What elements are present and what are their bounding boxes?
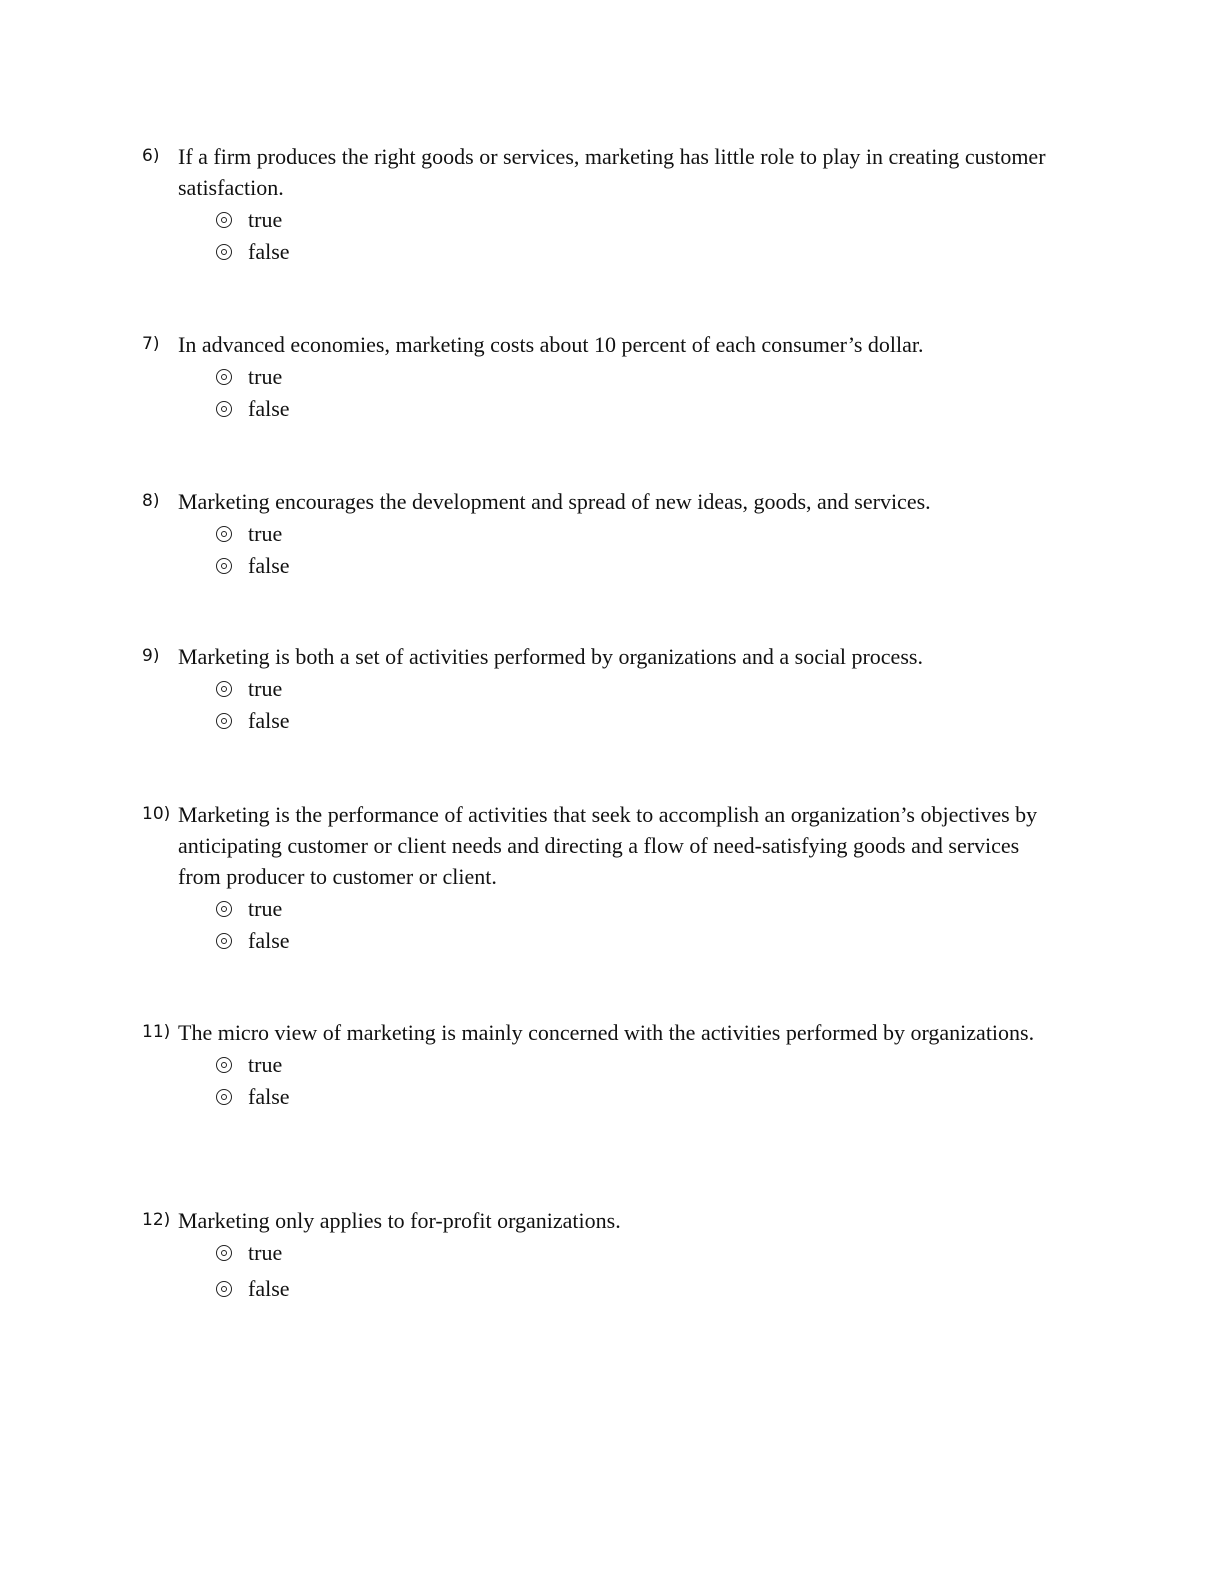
option-label: true — [248, 1052, 283, 1077]
option-true[interactable] — [216, 518, 1062, 550]
option-label: false — [248, 1276, 290, 1301]
option-true[interactable] — [216, 204, 1062, 236]
question-line — [142, 1017, 1062, 1048]
question-number: 10) — [142, 804, 171, 824]
radio-button-icon[interactable] — [216, 401, 232, 417]
option-label: true — [248, 207, 283, 232]
question-line — [142, 141, 1062, 203]
question-number: 6) — [142, 146, 160, 166]
radio-button-icon[interactable] — [216, 1281, 232, 1297]
question-number: 7) — [142, 334, 160, 354]
option-true[interactable] — [216, 1049, 1062, 1081]
option-label: false — [248, 239, 290, 264]
option-label: true — [248, 1240, 283, 1265]
option-false[interactable] — [216, 550, 1062, 582]
answer-options — [216, 518, 1062, 582]
answer-options — [216, 1049, 1062, 1113]
option-label: true — [248, 521, 283, 546]
radio-button-icon[interactable] — [216, 526, 232, 542]
option-label: true — [248, 364, 283, 389]
option-label: false — [248, 396, 290, 421]
option-true[interactable] — [216, 893, 1062, 925]
radio-button-icon[interactable] — [216, 1057, 232, 1073]
question-line — [142, 1205, 1062, 1236]
radio-button-icon[interactable] — [216, 1089, 232, 1105]
question-11 — [142, 1017, 1062, 1113]
question-text: Marketing is both a set of activities performed by organizations and a social process. — [178, 644, 923, 669]
option-true[interactable] — [216, 1237, 1062, 1269]
radio-button-icon[interactable] — [216, 713, 232, 729]
question-line — [142, 641, 1062, 672]
radio-button-icon[interactable] — [216, 212, 232, 228]
answer-options — [216, 361, 1062, 425]
radio-button-icon[interactable] — [216, 244, 232, 260]
question-number: 11) — [142, 1022, 171, 1042]
question-line — [142, 329, 1062, 360]
option-label: false — [248, 708, 290, 733]
option-label: true — [248, 676, 283, 701]
question-12 — [142, 1205, 1062, 1305]
question-text: Marketing only applies to for-profit organizations. — [178, 1208, 621, 1233]
question-line — [142, 799, 1062, 892]
question-text: The micro view of marketing is mainly concerned with the activities performed by organizations. — [178, 1020, 1035, 1045]
option-true[interactable] — [216, 673, 1062, 705]
answer-options — [216, 1237, 1062, 1305]
question-7 — [142, 329, 1062, 425]
question-number: 8) — [142, 491, 160, 511]
question-text: Marketing is the performance of activities that seek to accomplish an organization’s objectives by anticipating customer or client needs and directing a flow of need-satisfying goods and services from producer to customer or client. — [178, 802, 1038, 889]
option-false[interactable] — [216, 1273, 1062, 1305]
question-number: 12) — [142, 1210, 171, 1230]
radio-button-icon[interactable] — [216, 1245, 232, 1261]
radio-button-icon[interactable] — [216, 369, 232, 385]
radio-button-icon[interactable] — [216, 558, 232, 574]
option-label: false — [248, 1084, 290, 1109]
option-false[interactable] — [216, 1081, 1062, 1113]
question-9 — [142, 641, 1062, 737]
option-label: true — [248, 896, 283, 921]
question-6 — [142, 141, 1062, 268]
question-8 — [142, 486, 1062, 582]
question-text: If a firm produces the right goods or services, marketing has little role to play in creating customer satisfaction. — [178, 144, 1046, 200]
option-false[interactable] — [216, 705, 1062, 737]
radio-button-icon[interactable] — [216, 681, 232, 697]
question-10 — [142, 799, 1062, 957]
option-label: false — [248, 553, 290, 578]
option-false[interactable] — [216, 925, 1062, 957]
radio-button-icon[interactable] — [216, 933, 232, 949]
answer-options — [216, 893, 1062, 957]
option-true[interactable] — [216, 361, 1062, 393]
option-false[interactable] — [216, 236, 1062, 268]
radio-button-icon[interactable] — [216, 901, 232, 917]
question-text: Marketing encourages the development and spread of new ideas, goods, and services. — [178, 489, 931, 514]
answer-options — [216, 673, 1062, 737]
question-line — [142, 486, 1062, 517]
option-label: false — [248, 928, 290, 953]
question-number: 9) — [142, 646, 160, 666]
answer-options — [216, 204, 1062, 268]
option-false[interactable] — [216, 393, 1062, 425]
question-text: In advanced economies, marketing costs about 10 percent of each consumer’s dollar. — [178, 332, 924, 357]
